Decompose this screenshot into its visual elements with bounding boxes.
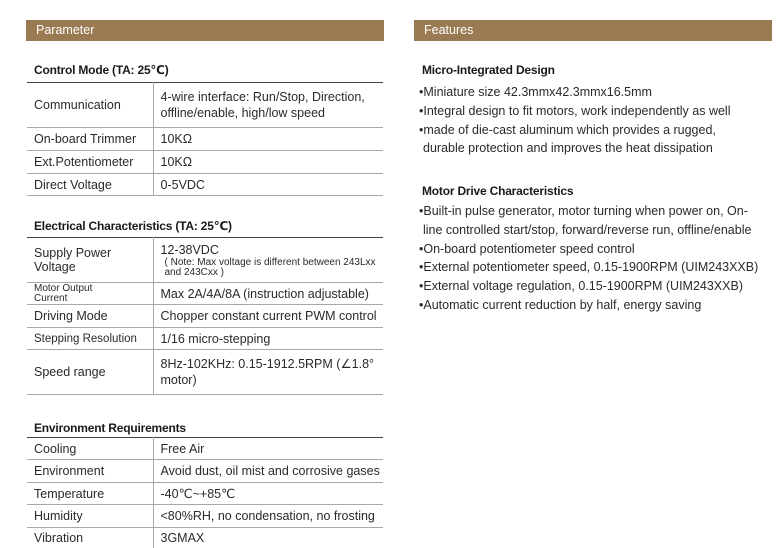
control-mode-title: Control Mode (TA: 25℃) xyxy=(34,63,169,77)
supply-value: 12-38VDC xyxy=(160,243,219,257)
spec-value xyxy=(153,238,383,283)
spec-key: Vibration xyxy=(27,528,153,548)
spec-key: Direct Voltage xyxy=(27,174,153,196)
list-item: •Built-in pulse generator, motor turning when power on, On- xyxy=(419,204,748,218)
table-row xyxy=(27,350,383,395)
spec-key: Communication xyxy=(27,83,153,128)
spec-key: Driving Mode xyxy=(27,305,153,328)
table-row xyxy=(27,238,383,283)
spec-key: Environment xyxy=(27,460,153,483)
list-item: •Automatic current reduction by half, energy saving xyxy=(419,297,702,312)
motor-drive-title: Motor Drive Characteristics xyxy=(422,184,574,198)
list-item: •made of die-cast aluminum which provides a rugged, xyxy=(419,122,716,137)
spec-value: Chopper constant current PWM control xyxy=(153,305,383,328)
motor-drive-list xyxy=(419,202,769,315)
spec-key: Humidity xyxy=(27,505,153,528)
table-row xyxy=(27,505,383,528)
spec-key: Speed range xyxy=(27,350,153,395)
table-row xyxy=(27,151,383,174)
spec-value: <80%RH, no condensation, no frosting xyxy=(153,505,383,528)
list-item: durable protection and improves the heat dissipation xyxy=(423,141,713,156)
spec-value: Avoid dust, oil mist and corrosive gases xyxy=(153,460,383,483)
spec-value: 10KΩ xyxy=(153,151,383,174)
spec-key: Ext.Potentiometer xyxy=(27,151,153,174)
spec-key: Cooling xyxy=(27,438,153,460)
spec-value: 8Hz-102KHz: 0.15-1912.5RPM (∠1.8° motor) xyxy=(153,350,383,395)
table-row xyxy=(27,328,383,350)
list-item: •Integral design to fit motors, work independently as well xyxy=(419,103,731,118)
spec-value: 1/16 micro-stepping xyxy=(153,328,383,350)
spec-value: 3GMAX xyxy=(160,530,205,545)
spec-value: 4-wire interface: Run/Stop, Direction, offline/enable, high/low speed xyxy=(153,83,383,128)
spec-key: Temperature xyxy=(27,483,153,505)
micro-design-list xyxy=(419,83,769,158)
control-mode-table xyxy=(27,82,383,196)
spec-value: 10KΩ xyxy=(153,128,383,151)
table-row xyxy=(27,128,383,151)
parameter-header: Parameter xyxy=(26,20,384,41)
supply-note: ( Note: Max voltage is different between 243Lxx and 243Cxx ) xyxy=(164,257,376,278)
table-row xyxy=(27,283,383,305)
features-header: Features xyxy=(414,20,772,41)
electrical-title: Electrical Characteristics (TA: 25℃) xyxy=(34,219,232,233)
environment-title: Environment Requirements xyxy=(34,421,186,435)
list-item: •On-board potentiometer speed control xyxy=(419,241,635,256)
table-row xyxy=(27,174,383,196)
list-item: •Miniature size 42.3mmx42.3mmx16.5mm xyxy=(419,85,652,99)
list-item: line controlled start/stop, forward/reverse run, offline/enable xyxy=(423,222,752,237)
spec-value: -40℃~+85℃ xyxy=(153,483,383,505)
micro-design-title: Micro-Integrated Design xyxy=(422,63,555,77)
spec-key: On-board Trimmer xyxy=(27,128,153,151)
spec-value: 0-5VDC xyxy=(153,174,383,196)
table-row xyxy=(27,305,383,328)
spec-value: Free Air xyxy=(153,438,383,460)
table-row xyxy=(27,528,383,548)
electrical-table xyxy=(27,237,383,395)
list-item: •External potentiometer speed, 0.15-1900RPM (UIM243XXB) xyxy=(419,260,759,275)
table-row xyxy=(27,83,383,128)
spec-key: Motor Output Current xyxy=(27,283,153,305)
spec-key: Supply Power Voltage xyxy=(27,238,153,283)
spec-key: Stepping Resolution xyxy=(27,328,153,350)
table-row xyxy=(27,460,383,483)
spec-value: Max 2A/4A/8A (instruction adjustable) xyxy=(153,283,383,305)
table-row xyxy=(27,438,383,460)
list-item: •External voltage regulation, 0.15-1900RPM (UIM243XXB) xyxy=(419,279,743,294)
environment-table xyxy=(27,437,383,548)
table-row xyxy=(27,483,383,505)
